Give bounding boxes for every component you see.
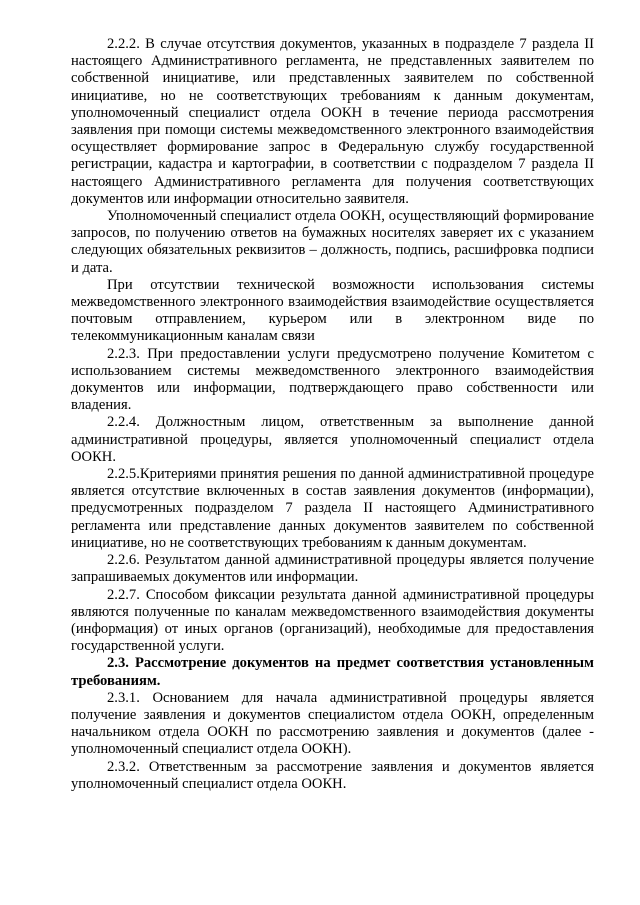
paragraph-2-3-2: 2.3.2. Ответственным за рассмотрение заявления и документов является уполномоченный специалист отдела ООКН. xyxy=(71,758,594,792)
paragraph-no-technical-possibility: При отсутствии технической возможности использования системы межведомственного электронного взаимодействия взаимодействие осуществляется почтовым отправлением, курьером или в электронном виде по телекоммуникационным каналам связи xyxy=(71,276,594,345)
paragraph-authorized-specialist: Уполномоченный специалист отдела ООКН, осуществляющий формирование запросов, по получению ответов на бумажных носителях заверяет их с указанием следующих обязательных реквизитов – должность, подпись, расшифровка подписи и дата. xyxy=(71,208,594,276)
paragraph-2-2-2: 2.2.2. В случае отсутствия документов, указанных в подразделе 7 раздела II настоящего Административного регламента, не представленных заявителем по собственной инициативе, или представленных заявителем по собственной инициативе, но не соответствующих требованиям к данным документам, уполномоченный специалист отдела ООКН в течение периода рассмотрения заявления при помощи системы межведомственного электронного взаимодействия осуществляет формирование запрос в Федеральную службу государственной регистрации, кадастра и картографии, в соответствии с подразделом 7 раздела II настоящего Административного регламента для получения соответствующих документов или информации относительно заявителя. xyxy=(71,36,594,207)
paragraph-2-2-5: 2.2.5.Критериями принятия решения по данной административной процедуре является отсутствие включенных в состав заявления документов (информации), предусмотренных подразделом 7 раздела II настоящего Административного регламента или представление данных документов заявителем по собственной инициативе, но не соответствующих требованиям к данным документам. xyxy=(71,466,594,551)
document-page xyxy=(71,36,594,793)
paragraph-2-2-6: 2.2.6. Результатом данной административной процедуры является получение запрашиваемых документов или информации. xyxy=(71,552,594,586)
paragraph-2-2-7: 2.2.7. Способом фиксации результата данной административной процедуры являются полученные по каналам межведомственного взаимодействия документы (информация) от иных органов (организаций), необходимые для предоставления государственной услуги. xyxy=(71,586,594,655)
paragraph-2-2-4: 2.2.4. Должностным лицом, ответственным за выполнение данной административной процедуры, является уполномоченный специалист отдела ООКН. xyxy=(71,414,594,465)
paragraph-2-3-1: 2.3.1. Основанием для начала административной процедуры является получение заявления и документов специалистом отдела ООКН, определенным начальником отдела ООКН по рассмотрению заявления и документов (далее - уполномоченный специалист отдела ООКН). xyxy=(71,689,594,758)
section-heading-2-3: 2.3. Рассмотрение документов на предмет соответствия установленным требованиям. xyxy=(71,655,594,689)
paragraph-2-2-3: 2.2.3. При предоставлении услуги предусмотрено получение Комитетом с использованием системы межведомственного электронного взаимодействия документов или информации, подтверждающего право собственности или владения. xyxy=(71,345,594,414)
